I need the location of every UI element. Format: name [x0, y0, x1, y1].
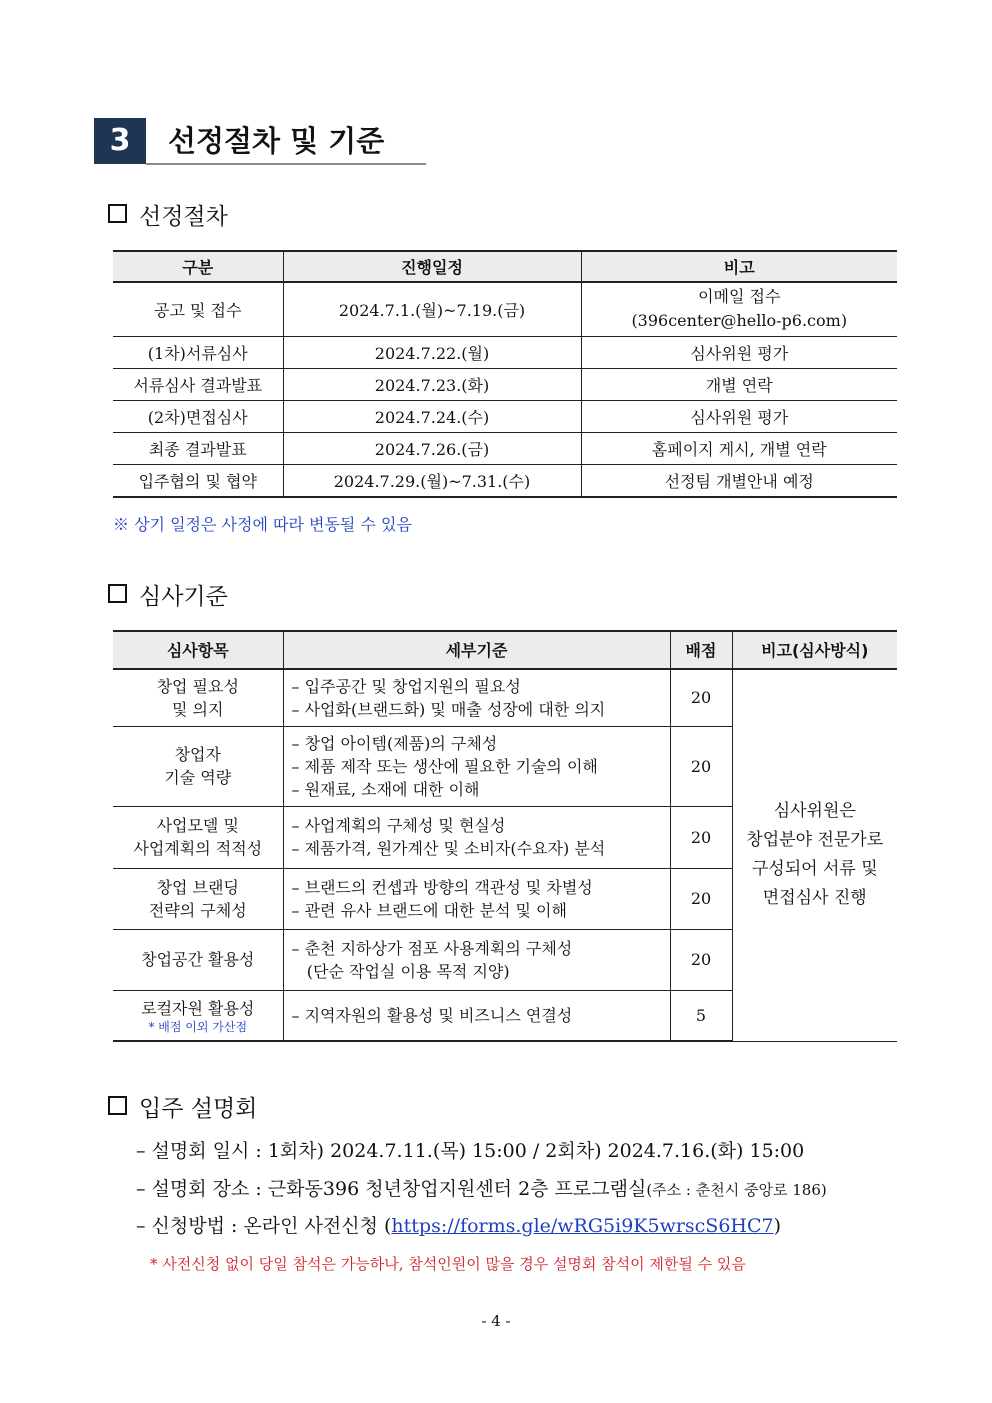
detail-line: – 지역자원의 활용성 및 비즈니스 연결성 [291, 1005, 573, 1025]
place-address: (주소 : 춘천시 중앙로 186) [646, 1181, 827, 1199]
checkbox-square-icon [108, 204, 127, 223]
schedule-cell: 2024.7.26.(금) [283, 432, 581, 464]
detail-line: – 원재료, 소재에 대한 이해 [291, 779, 480, 799]
table-row [113, 400, 897, 432]
detail-line: – 관련 유사 브랜드에 대한 분석 및 이해 [291, 900, 567, 920]
briefing-apply [136, 1213, 781, 1239]
item-line: 기술 역량 [164, 768, 232, 787]
item-line: 로컬자원 활용성 [141, 998, 255, 1018]
stage-cell: 입주협의 및 협약 [113, 464, 283, 497]
section-underline [146, 163, 426, 165]
note-cell [581, 282, 897, 336]
header-stage: 구분 [113, 251, 283, 282]
item-line: 창업 브랜딩 [156, 877, 239, 897]
header-schedule: 진행일정 [283, 251, 581, 282]
table-row [113, 432, 897, 464]
stage-cell: 최종 결과발표 [113, 432, 283, 464]
score-cell: 20 [670, 669, 732, 726]
detail-line: (단순 작업실 이용 목적 지양) [291, 961, 510, 981]
checkbox-square-icon [108, 1096, 127, 1115]
procedure-heading-text: 선정절차 [139, 204, 228, 230]
score-cell: 20 [670, 929, 732, 990]
schedule-cell: 2024.7.1.(월)~7.19.(금) [283, 282, 581, 336]
note-cell: 심사위원 평가 [581, 336, 897, 368]
note-cell: 홈페이지 게시, 개별 연락 [581, 432, 897, 464]
details-cell [283, 868, 670, 929]
stage-cell: (1차)서류심사 [113, 336, 283, 368]
method-line: 창업분야 전문가로 [746, 830, 884, 851]
item-cell [113, 669, 283, 726]
detail-line: – 창업 아이템(제품)의 구체성 [291, 733, 498, 753]
briefing-heading-text: 입주 설명회 [139, 1096, 258, 1122]
table-row [113, 368, 897, 400]
schedule-cell: 2024.7.24.(수) [283, 400, 581, 432]
score-cell: 20 [670, 868, 732, 929]
section-header [94, 118, 426, 166]
detail-line: – 입주공간 및 창업지원의 필요성 [291, 676, 521, 696]
item-line: 창업자 [174, 745, 221, 764]
schedule-cell: 2024.7.22.(월) [283, 336, 581, 368]
method-line: 면접심사 진행 [762, 888, 867, 909]
page-number: - 4 - [481, 1312, 511, 1330]
briefing-note: * 사전신청 없이 당일 참석은 가능하나, 참석인원이 많을 경우 설명회 참석이 제한될 수 있음 [150, 1255, 746, 1273]
checkbox-square-icon [108, 584, 127, 603]
score-cell: 20 [670, 806, 732, 868]
detail-line: – 제품 제작 또는 생산에 필요한 기술의 이해 [291, 756, 598, 776]
details-cell [283, 669, 670, 726]
table-row [113, 282, 897, 336]
method-line: 구성되어 서류 및 [751, 859, 878, 880]
details-cell [283, 806, 670, 868]
note-line: 이메일 접수 [698, 287, 781, 307]
bonus-note: * 배점 이외 가산점 [148, 1019, 248, 1034]
place-text: – 설명회 장소 : 근화동396 청년창업지원센터 2층 프로그램실 [136, 1178, 647, 1200]
details-cell [283, 990, 670, 1041]
section-title: 선정절차 및 기준 [168, 124, 385, 158]
item-cell [113, 806, 283, 868]
header-item: 심사항목 [113, 631, 283, 669]
criteria-heading-text: 심사기준 [139, 584, 228, 610]
schedule-footnote: ※ 상기 일정은 사정에 따라 변동될 수 있음 [113, 515, 412, 534]
method-cell [732, 669, 897, 1041]
section-number: 3 [94, 118, 146, 164]
table-row [113, 464, 897, 497]
item-line: 및 의지 [172, 699, 224, 719]
details-cell [283, 726, 670, 806]
detail-line: – 제품가격, 원가계산 및 소비자(수요자) 분석 [291, 839, 606, 858]
schedule-cell: 2024.7.29.(월)~7.31.(수) [283, 464, 581, 497]
header-score: 배점 [670, 631, 732, 669]
item-cell [113, 868, 283, 929]
briefing-place [136, 1176, 827, 1203]
stage-cell: (2차)면접심사 [113, 400, 283, 432]
detail-line: – 사업계획의 구체성 및 현실성 [291, 816, 506, 835]
item-line: 사업모델 및 [156, 816, 239, 835]
details-cell [283, 929, 670, 990]
briefing-datetime: – 설명회 일시 : 1회차) 2024.7.11.(목) 15:00 / 2회차) 2024.7.16.(화) 15:00 [136, 1140, 805, 1162]
stage-cell: 서류심사 결과발표 [113, 368, 283, 400]
detail-line: – 사업화(브랜드화) 및 매출 성장에 대한 의지 [291, 699, 606, 719]
apply-suffix: ) [773, 1215, 782, 1237]
item-cell: 창업공간 활용성 [113, 929, 283, 990]
item-cell [113, 990, 283, 1041]
stage-cell: 공고 및 접수 [113, 282, 283, 336]
item-line: 전략의 구체성 [148, 900, 247, 920]
procedure-table [113, 250, 897, 498]
schedule-cell: 2024.7.23.(화) [283, 368, 581, 400]
briefing-heading [108, 1094, 257, 1124]
header-note: 비고 [581, 251, 897, 282]
detail-line: – 춘천 지하상가 점포 사용계획의 구체성 [291, 938, 573, 958]
note-email: (396center@hello-p6.com) [631, 311, 848, 331]
header-method: 비고(심사방식) [732, 631, 897, 669]
header-details: 세부기준 [283, 631, 670, 669]
method-line: 심사위원은 [773, 801, 856, 822]
item-cell [113, 726, 283, 806]
apply-prefix: – 신청방법 : 온라인 사전신청 ( [136, 1215, 392, 1237]
apply-link[interactable]: https://forms.gle/wRG5i9K5wrscS6HC7 [391, 1215, 774, 1237]
score-cell: 5 [670, 990, 732, 1041]
procedure-heading [108, 202, 228, 232]
note-cell: 선정팀 개별안내 예정 [581, 464, 897, 497]
detail-line: – 브랜드의 컨셉과 방향의 객관성 및 차별성 [291, 877, 593, 897]
note-cell: 개별 연락 [581, 368, 897, 400]
table-row [113, 669, 897, 726]
criteria-heading [108, 582, 228, 612]
criteria-table [113, 630, 897, 1042]
item-line: 사업계획의 적적성 [133, 839, 263, 858]
table-row [113, 336, 897, 368]
note-cell: 심사위원 평가 [581, 400, 897, 432]
score-cell: 20 [670, 726, 732, 806]
item-line: 창업 필요성 [156, 676, 239, 696]
